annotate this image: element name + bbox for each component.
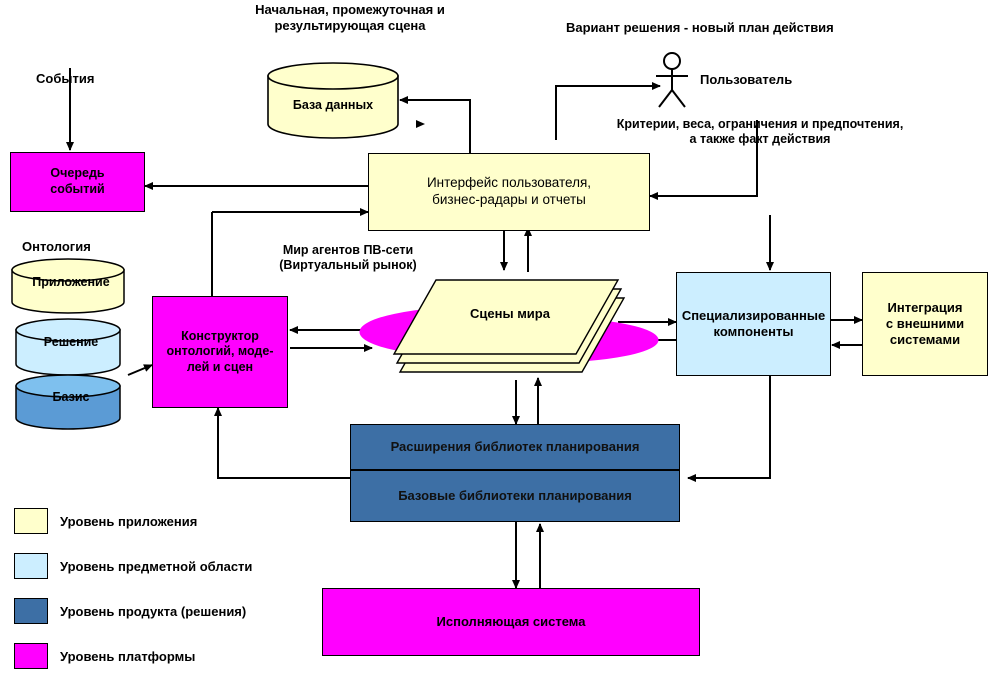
special-line1: Специализированные (681, 307, 826, 323)
ui-line2: бизнес-радары и отчеты (432, 192, 586, 207)
constructor-line1: Конструктор (181, 328, 259, 343)
agents-line1: Мир агентов ПВ-сети (282, 243, 414, 257)
node-planning-extensions[interactable] (350, 424, 680, 470)
node-specialized-components[interactable] (676, 272, 831, 376)
node-planning-base[interactable] (350, 470, 680, 522)
events-label: События (36, 71, 95, 86)
scenes-label: Сцены мира (470, 306, 550, 321)
agents-line2: (Виртуальный рынок) (279, 258, 417, 272)
legend-label-application: Уровень приложения (60, 514, 198, 529)
node-execution-system[interactable] (322, 588, 700, 656)
integration-line1: Интеграция (887, 299, 963, 315)
planning-extensions-label: Расширения библиотек планирования (390, 438, 640, 454)
node-constructor[interactable] (152, 296, 288, 408)
solution-variant-caption: Вариант решения - новый план действия (566, 20, 834, 35)
legend-label-product: Уровень продукта (решения) (60, 604, 247, 619)
execution-system-label: Исполняющая система (436, 613, 586, 629)
constructor-line2: онтологий, моде- (166, 344, 274, 359)
node-event-queue[interactable] (10, 152, 145, 212)
constructor-line3: лей и сцен (186, 359, 254, 374)
db-caption-line1: Начальная, промежуточная и (255, 2, 445, 17)
legend-label-platform: Уровень платформы (60, 649, 196, 664)
legend-swatch-product (14, 598, 48, 624)
event-queue-line1: Очередь (50, 166, 105, 181)
ontology-basis-label: Базис (52, 390, 90, 404)
legend-label-domain: Уровень предметной области (60, 559, 253, 574)
db-caption-line2: результирующая сцена (274, 17, 426, 33)
user-actor-icon (646, 52, 702, 110)
node-integration[interactable] (862, 272, 988, 376)
criteria-line1: Критерии, веса, ограничения и предпочтения, (616, 117, 904, 131)
integration-line2: с внешними (885, 315, 965, 331)
planning-base-label: Базовые библиотеки планирования (398, 487, 632, 503)
criteria-line2: а также факт действия (689, 132, 831, 146)
node-user-interface[interactable] (368, 153, 650, 231)
integration-line3: системами (889, 332, 961, 348)
db-caption (220, 2, 480, 33)
event-queue-line2: событий (50, 182, 105, 196)
special-line2: компоненты (713, 324, 794, 339)
ui-line1: Интерфейс пользователя, (426, 175, 592, 191)
legend-swatch-domain (14, 553, 48, 579)
ontology-solution-label: Решение (43, 335, 99, 349)
criteria-caption (560, 117, 960, 147)
ontology-app-label: Приложение (32, 275, 110, 289)
ontology-label: Онтология (22, 239, 91, 254)
legend-swatch-application (14, 508, 48, 534)
legend-swatch-platform (14, 643, 48, 669)
user-label: Пользователь (700, 72, 793, 87)
database-label: База данных (292, 98, 374, 112)
